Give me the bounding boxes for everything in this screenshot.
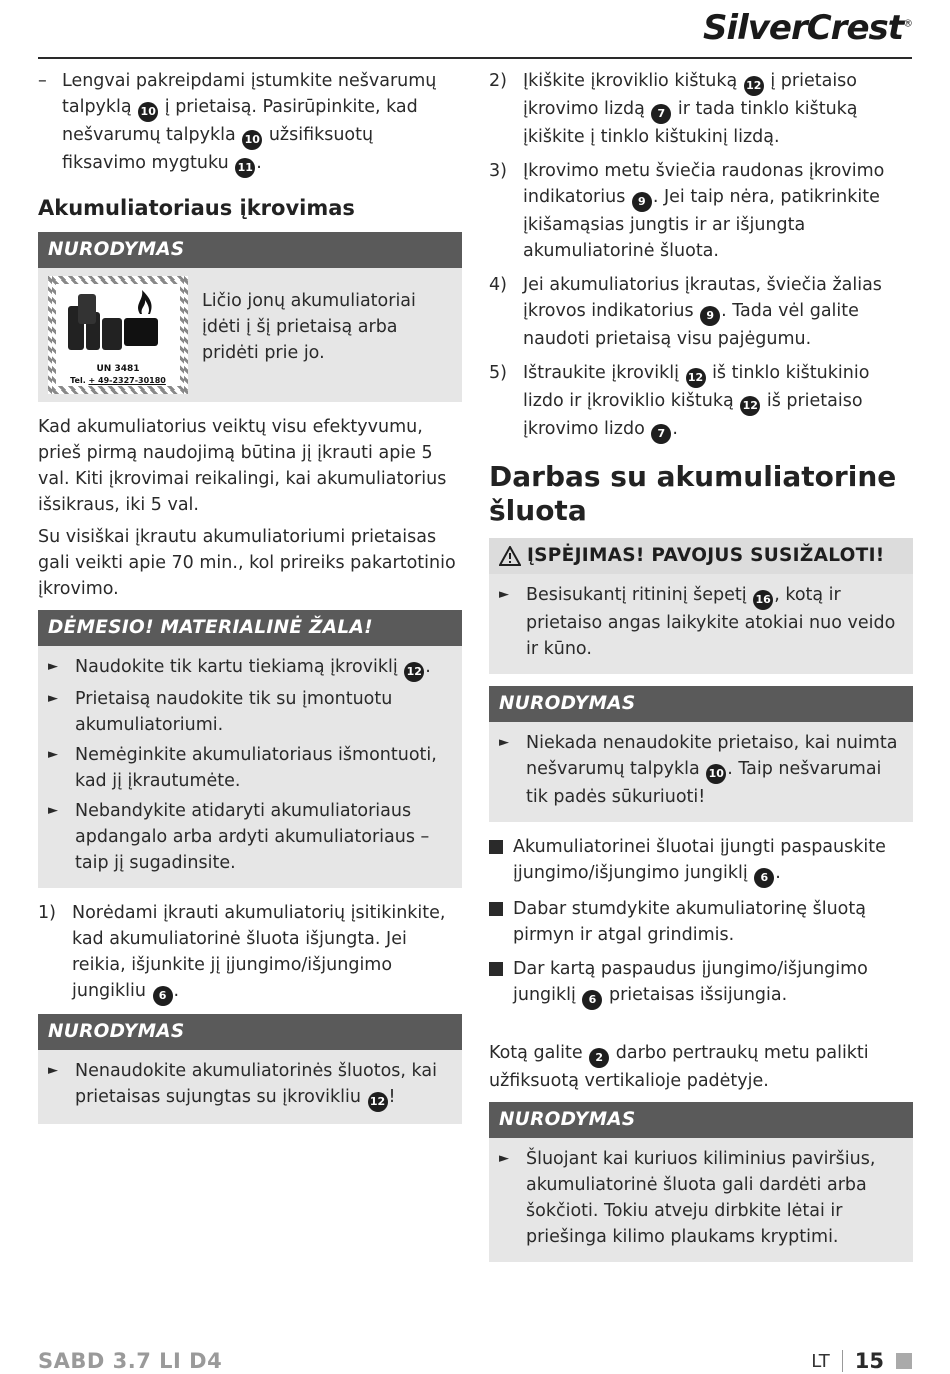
note-heading: NURODYMAS: [489, 1102, 913, 1138]
caution-item: ► Naudokite tik kartu tiekiamą įkroviklį 12 .: [48, 654, 452, 682]
paragraph-run-time: Su visiškai įkrautu akumuliatoriumi prietaisas gali veikti apie 70 min., kol prireiks pakartotinio įkrovimo.: [38, 527, 456, 599]
bullet-switch-off: Dar kartą paspaudus įjungimo/išjungimo jungiklį 6 prietaisas išsijungia.: [489, 956, 913, 1010]
brand-logo: SilverCrest®: [702, 8, 912, 48]
footer-language: LT: [811, 1350, 830, 1372]
intro-instruction: – Lengvai pakreipdami įstumkite nešvarumų talpyklą 10 į prietaisą. Pasirūpinkite, kad nešvarumų talpykla 10 užsifiksuotų fiksavimo mygtuku 11 .: [38, 68, 462, 178]
warning-box: [489, 538, 913, 674]
bullet-switch-on: Akumuliatorinei šluotai įjungti paspauskite įjungimo/išjungimo jungiklį 6 .: [489, 834, 913, 888]
note-text: Ličio jonų akumuliatoriai įdėti į šį prietaisą arba pridėti prie jo.: [202, 291, 416, 363]
note-box-charger: [38, 1014, 462, 1124]
note-box-battery-label: [38, 232, 462, 402]
left-column: [38, 68, 462, 1136]
note-heading: NURODYMAS: [38, 232, 462, 268]
battery-label-image: UN 3481 Tel. + 49-2327-30180: [48, 276, 188, 394]
section-title-charging: Akumuliatoriaus įkrovimas: [38, 196, 355, 220]
note-heading: NURODYMAS: [38, 1014, 462, 1050]
bullet-push: Dabar stumdykite akumuliatorinę šluotą pirmyn ir atgal grindimis.: [489, 896, 913, 948]
paragraph-charge-time: Kad akumuliatorius veiktų visu efektyvumu, prieš pirmą naudojimą būtina jį įkrauti apie 5 val. Kiti įkrovimai reikalingi, kai akumuliatorius išsikraus, iki 5 val.: [38, 417, 447, 515]
warning-triangle-icon: [499, 546, 521, 566]
step-3: 3) Įkrovimo metu šviečia raudonas įkrovimo indikatorius 9 . Jei taip nėra, patikrinkite įkišamąsias jungtis ir ar išjungta akumuliatorinė šluota.: [489, 161, 885, 261]
step-1: 1) Norėdami įkrauti akumuliatorių įsitikinkite, kad akumuliatorinė šluota išjungta. Jei reikia, išjunkite jį įjungimo/išjungimo jungikliu 6 .: [38, 900, 462, 1006]
warning-item: ► Besisukantį ritininį šepetį 16 , kotą ir prietaiso angas laikykite atokiai nuo veido ir kūno.: [499, 585, 896, 659]
note-box-carpet: [489, 1102, 913, 1262]
caution-item: ► Prietaisą naudokite tik su įmontuotu akumuliatoriumi.: [48, 689, 393, 735]
step-4: 4) Jei akumuliatorius įkrautas, šviečia žalias įkrovos indikatorius 9 . Tada vėl galite naudoti prietaisą visu pajėgumu.: [489, 275, 882, 349]
step-5: 5) Ištraukite įkroviklį 12 iš tinklo kištukinio lizdo ir įkroviklio kištuką 12 iš prietaiso įkrovimo lizdo 7 .: [489, 360, 913, 444]
note-item: ► Nenaudokite akumuliatorinės šluotos, kai prietaisas sujungtas su įkrovikliu 12 !: [48, 1058, 452, 1112]
caution-item: ► Nebandykite atidaryti akumuliatoriaus apdangalo arba ardyti akumuliatoriaus – taip jį sugadinsite.: [48, 801, 430, 873]
note-heading: NURODYMAS: [489, 686, 913, 722]
caution-heading: DĖMESIO! MATERIALINĖ ŽALA!: [38, 610, 462, 646]
step-2: 2) Įkiškite įkroviklio kištuką 12 į prietaiso įkrovimo lizdą 7 ir tada tinklo kištuką įkiškite į tinklo kištukinį lizdą.: [489, 71, 858, 147]
lithium-battery-fire-icon: [56, 284, 180, 360]
right-column: [489, 68, 913, 1274]
footer-model: SABD 3.7 LI D4: [38, 1349, 223, 1373]
note-box-dust-container: [489, 686, 913, 822]
note-item: ► Niekada nenaudokite prietaiso, kai nuimta nešvarumų talpykla 10 . Taip nešvarumai tik padės sūkuriuoti!: [499, 733, 898, 807]
paragraph-handle: Kotą galite 2 darbo pertraukų metu palikti užfiksuotą vertikalioje padėtyje.: [489, 1043, 869, 1091]
page-number: 15: [854, 1349, 884, 1373]
warning-heading: ĮSPĖJIMAS! PAVOJUS SUSIŽALOTI!: [489, 538, 913, 574]
footer-page-info: [811, 1349, 912, 1373]
caution-box: [38, 610, 462, 888]
note-item: ► Šluojant kai kuriuos kiliminius paviršius, akumuliatorinė šluota gali dardėti arba šokčioti. Tokiu atveju dirbkite lėtai ir priešinga kilimo plaukams kryptimi.: [499, 1149, 876, 1247]
footer-square-icon: [896, 1353, 912, 1369]
footer-separator: [842, 1350, 843, 1372]
header-rule: [38, 57, 912, 59]
section-title-operation: Darbas su akumuliatorine šluota: [489, 460, 897, 527]
caution-item: ► Nemėginkite akumuliatoriaus išmontuoti, kad jį įkrautumėte.: [48, 745, 437, 791]
